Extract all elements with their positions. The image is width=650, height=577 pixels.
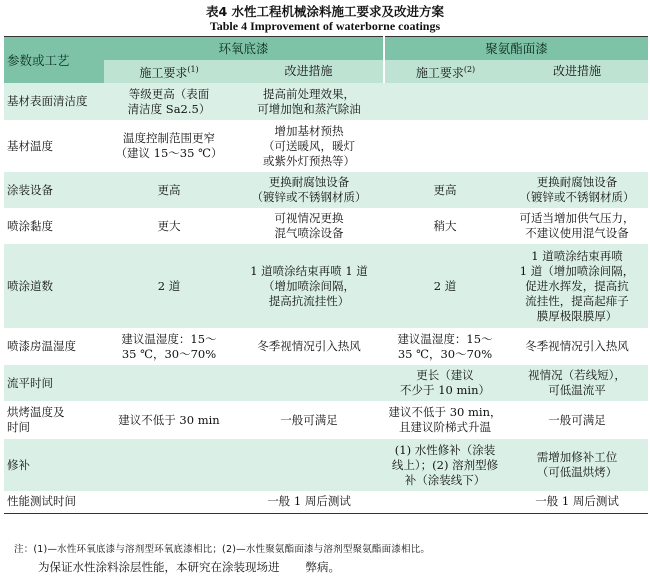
table-row	[4, 172, 648, 208]
row-param: 流平时间	[4, 365, 104, 401]
epoxy-req-cell: 建议温湿度：15～ 35 ℃，30～70%	[104, 328, 234, 365]
epoxy-req-cell: 建议不低于 30 min	[104, 401, 234, 439]
pu-req-cell	[384, 120, 506, 172]
epoxy-measure-cell: 一般可满足	[234, 401, 384, 439]
row-param: 基材温度	[4, 120, 104, 172]
table-row	[4, 439, 648, 491]
pu-req-cell: 建议不低于 30 min， 且建议阶梯式升温	[384, 401, 506, 439]
table-row	[4, 83, 648, 120]
row-param: 性能测试时间	[4, 491, 104, 513]
row-param: 喷漆房温湿度	[4, 328, 104, 365]
pu-measure-cell: 视情况（若线短）， 可低温流平	[506, 365, 648, 401]
pu-req-cell	[384, 491, 506, 513]
pu-measure-cell: 冬季视情况引入热风	[506, 328, 648, 365]
pu-req-header: 施工要求$^{(2)}$	[384, 60, 506, 83]
pu-measure-cell	[506, 83, 648, 120]
pu-req-cell: 建议温湿度：15～ 35 ℃，30～70%	[384, 328, 506, 365]
pu-measure-cell	[506, 120, 648, 172]
epoxy-measure-header: 改进措施	[234, 60, 384, 83]
row-param: 基材表面清洁度	[4, 83, 104, 120]
pu-req-cell: (1) 水性修补（涂装 线上）；(2) 溶剂型修 补（涂装线下）	[384, 439, 506, 491]
row-param: 修补	[4, 439, 104, 491]
epoxy-measure-cell: 更换耐腐蚀设备 （镀锌或不锈钢材质）	[234, 172, 384, 208]
table-caption-en: Table 4 Improvement of waterborne coatings	[209, 19, 441, 33]
pu-measure-cell: 需增加修补工位 （可低温烘烤）	[506, 439, 648, 491]
pu-measure-cell: 可适当增加供气压力， 不建议使用混气设备	[506, 208, 648, 244]
table-row	[4, 208, 648, 244]
epoxy-measure-cell: 可视情况更换 混气喷涂设备	[234, 208, 384, 244]
param-header: 参数或工艺	[4, 37, 104, 84]
table-row	[4, 120, 648, 172]
epoxy-req-cell	[104, 491, 234, 513]
epoxy-measure-cell: 一般 1 周后测试	[234, 491, 384, 513]
epoxy-req-cell: 更大	[104, 208, 234, 244]
pu-req-cell	[384, 83, 506, 120]
epoxy-req-cell	[104, 439, 234, 491]
row-param: 涂装设备	[4, 172, 104, 208]
row-param: 喷涂黏度	[4, 208, 104, 244]
coatings-table	[4, 36, 648, 514]
table-row	[4, 365, 648, 401]
row-param: 喷涂道数	[4, 244, 104, 328]
epoxy-measure-cell: 冬季视情况引入热风	[234, 328, 384, 365]
epoxy-req-cell: 2 道	[104, 244, 234, 328]
table-footnote: 注：(1)—水性环氧底漆与溶剂型环氧底漆相比；(2)—水性聚氨酯面漆与溶剂型聚氨酯面漆相比。	[14, 544, 431, 555]
pu-measure-header: 改进措施	[506, 60, 648, 83]
table-caption-cn: 表4 水性工程机械涂料施工要求及改进方案	[205, 4, 445, 19]
body-text-line: 为保证水性涂料涂层性能，本研究在涂装现场进 弊病。	[38, 560, 340, 574]
pu-group-header: 聚氨酯面漆	[384, 37, 648, 61]
epoxy-measure-cell	[234, 365, 384, 401]
epoxy-group-header: 环氧底漆	[104, 37, 384, 61]
pu-req-cell: 稍大	[384, 208, 506, 244]
epoxy-measure-cell: 提高前处理效果， 可增加饱和蒸汽除油	[234, 83, 384, 120]
epoxy-req-cell: 温度控制范围更窄 （建议 15～35 ℃）	[104, 120, 234, 172]
epoxy-req-cell: 更高	[104, 172, 234, 208]
epoxy-measure-cell	[234, 439, 384, 491]
table-row	[4, 244, 648, 328]
table-row	[4, 401, 648, 439]
row-param: 烘烤温度及 时间	[4, 401, 104, 439]
epoxy-measure-cell: 增加基材预热 （可送暖风，暖灯 或紫外灯预热等）	[234, 120, 384, 172]
epoxy-measure-cell: 1 道喷涂结束再喷 1 道 （增加喷涂间隔， 提高抗流挂性）	[234, 244, 384, 328]
epoxy-req-cell	[104, 365, 234, 401]
pu-measure-cell: 更换耐腐蚀设备 （镀锌或不锈钢材质）	[506, 172, 648, 208]
pu-req-cell: 更长（建议 不少于 10 min）	[384, 365, 506, 401]
pu-req-cell: 2 道	[384, 244, 506, 328]
table-row	[4, 328, 648, 365]
pu-measure-cell: 一般 1 周后测试	[506, 491, 648, 513]
pu-req-cell: 更高	[384, 172, 506, 208]
epoxy-req-cell: 等级更高（表面 清洁度 Sa2.5）	[104, 83, 234, 120]
table-row	[4, 491, 648, 513]
epoxy-req-header: 施工要求$^{(1)}$	[104, 60, 234, 83]
pu-measure-cell: 1 道喷涂结束再喷 1 道（增加喷涂间隔， 促进水挥发，提高抗 流挂性，提高起痱子 膜厚极限膜厚）	[506, 244, 648, 328]
pu-measure-cell: 一般可满足	[506, 401, 648, 439]
